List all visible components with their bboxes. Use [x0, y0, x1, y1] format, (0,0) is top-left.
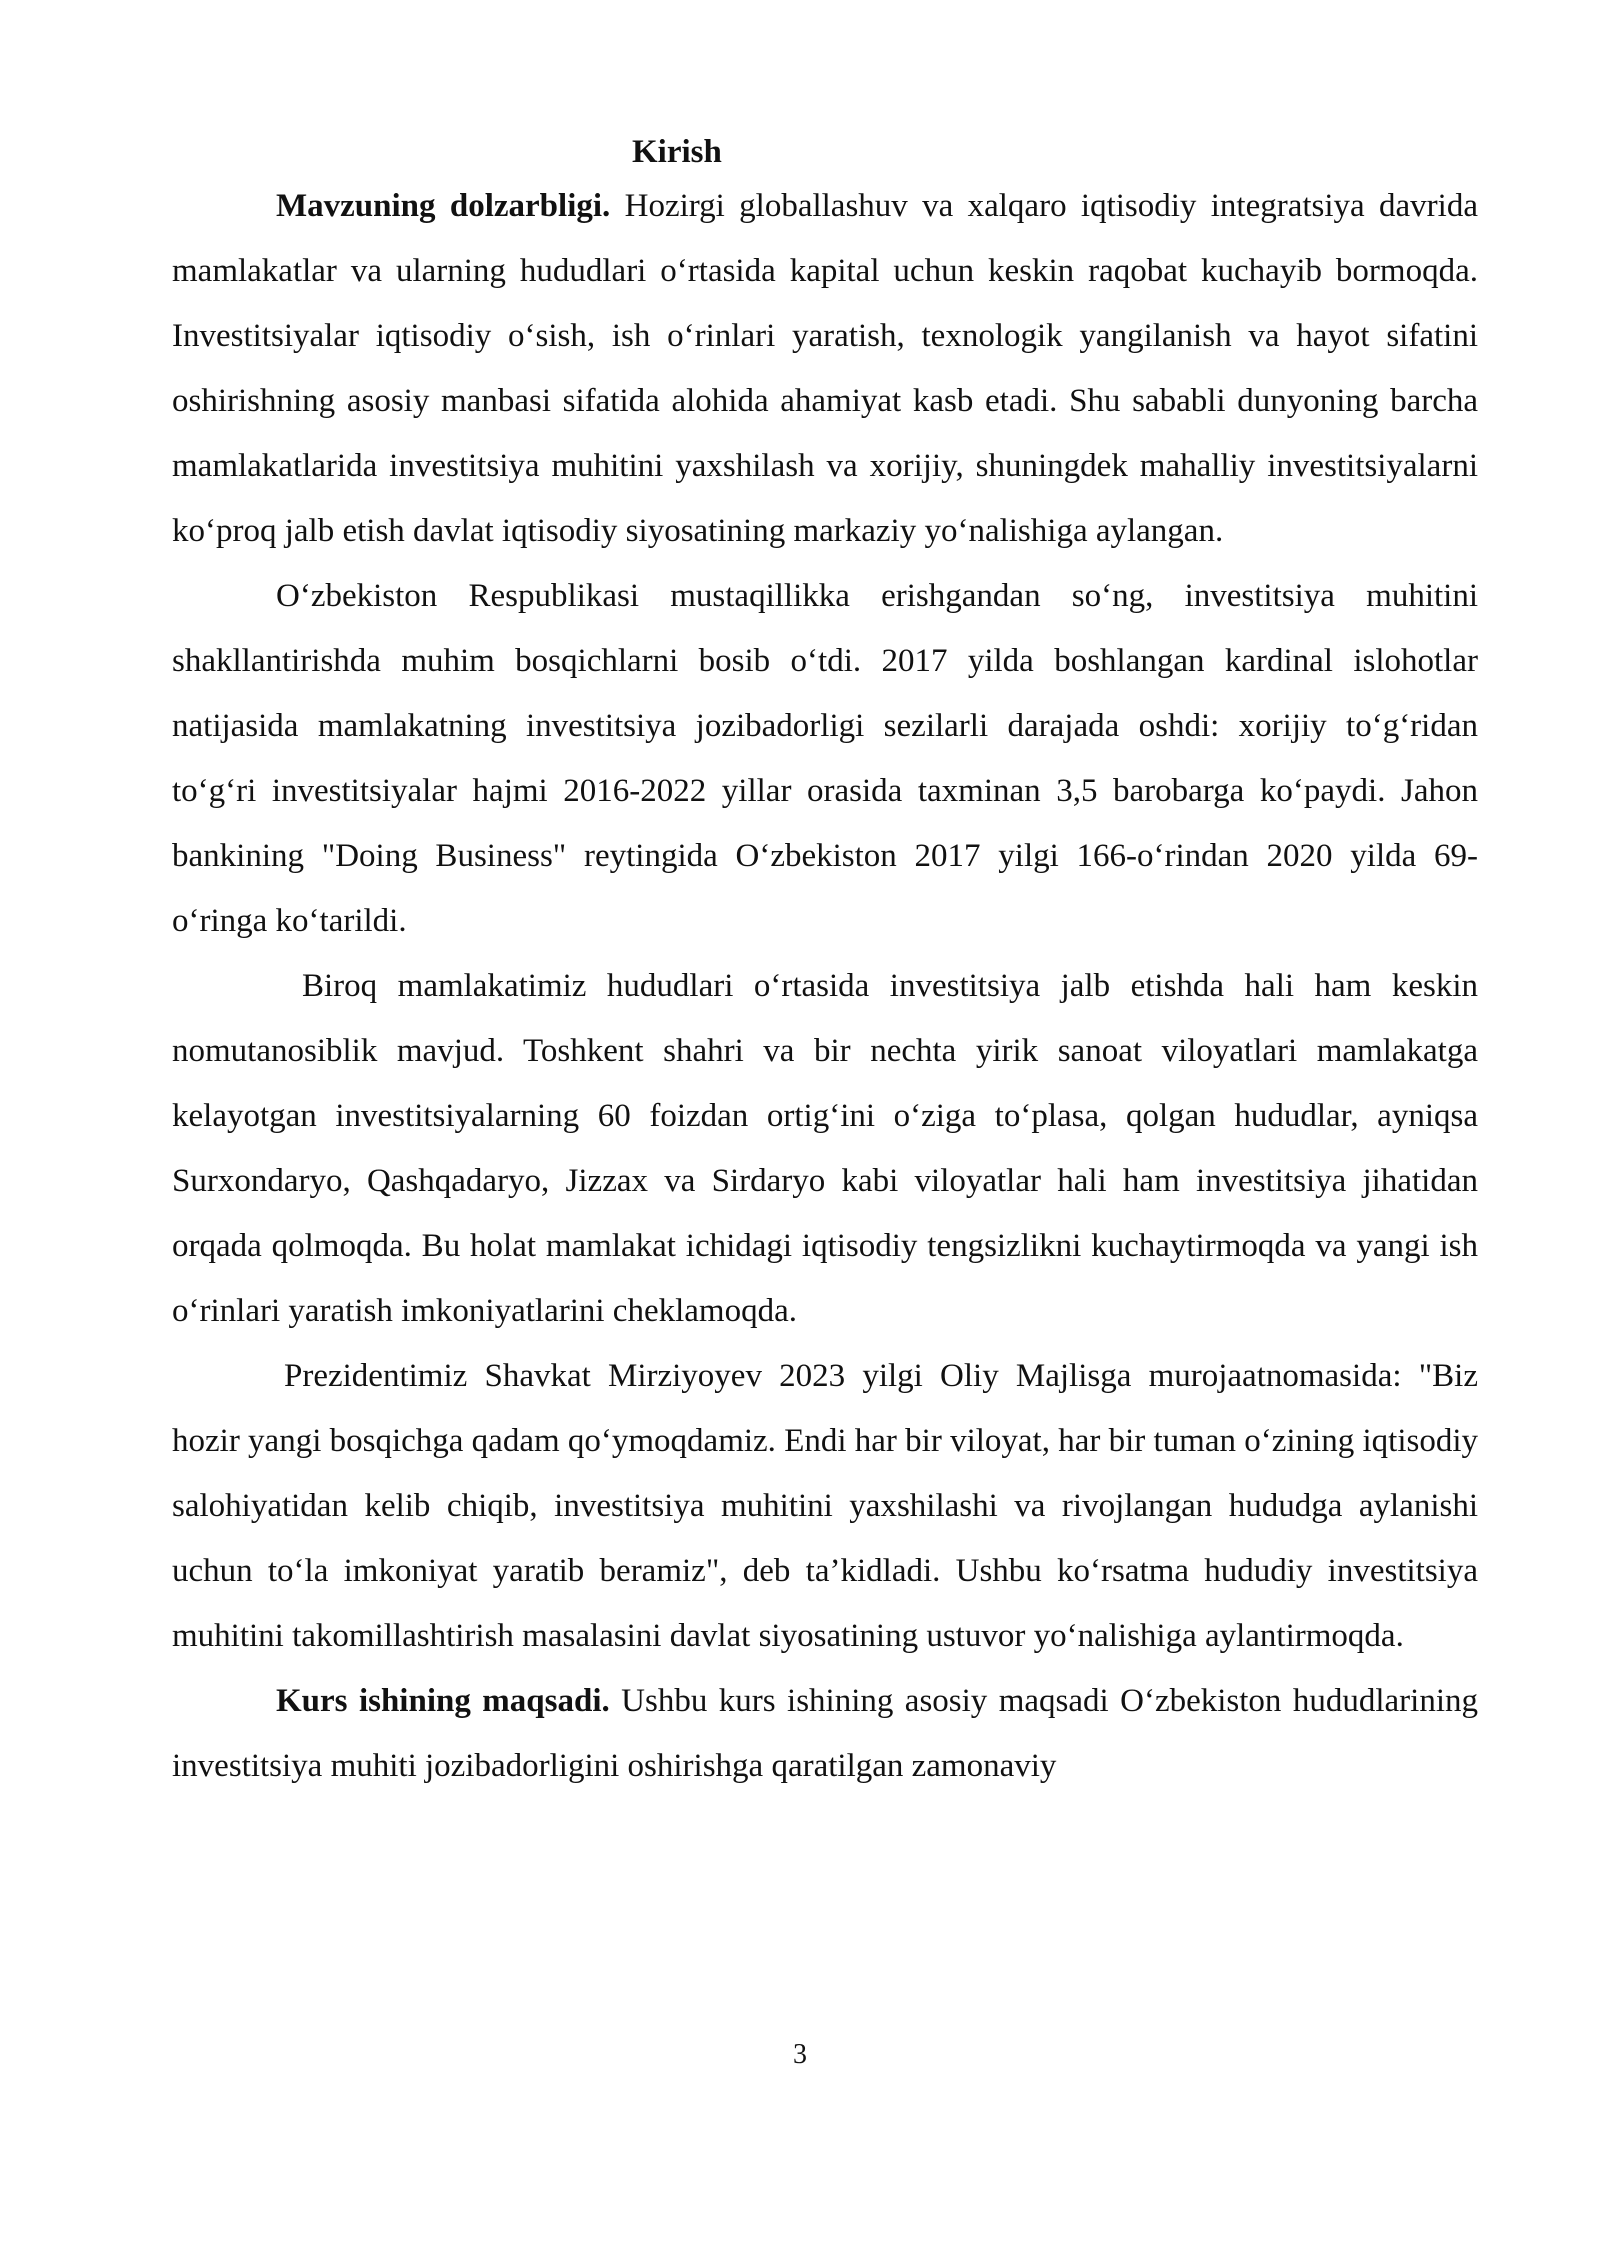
- paragraph-text: Prezidentimiz Shavkat Mirziyoyev 2023 yilgi Oliy Majlisga murojaatnomasida: "Biz hozir yangi bosqichga qadam qo‘ymoqdamiz. Endi har bir viloyat, har bir tuman o‘zining iqtisodiy salohiyatidan kelib chiqib, investitsiya muhitini yaxshilashi va rivojlangan hududga aylanishi uchun to‘la imkoniyat yaratib beramiz", deb ta’kidladi. Ushbu ko‘rsatma hududiy investitsiya muhitini takomillashtirish masalasini davlat siyosatining ustuvor yo‘nalishiga aylantirmoqda.: [172, 1358, 1478, 1654]
- paragraph-text: Ushbu kurs ishining asosiy maqsadi O‘zbekiston hududlarining investitsiya muhiti jozibadorligini oshirishga qaratilgan zamonaviy: [172, 1683, 1478, 1784]
- paragraph-text: Biroq mamlakatimiz hududlari o‘rtasida investitsiya jalb etishda hali ham keskin nomutanosiblik mavjud. Toshkent shahri va bir nechta yirik sanoat viloyatlari mamlakatga kelayotgan investitsiyalarning 60 foizdan ortig‘ini o‘ziga to‘plasa, qolgan hududlar, ayniqsa Surxondaryo, Qashqadaryo, Jizzax va Sirdaryo kabi viloyatlar hali ham investitsiya jihatidan orqada qolmoqda. Bu holat mamlakat ichidagi iqtisodiy tengsizlikni kuchaytirmoqda va yangi ish o‘rinlari yaratish imkoniyatlarini cheklamoqda.: [172, 968, 1478, 1329]
- paragraph-lead: Kurs ishining maqsadi.: [276, 1683, 610, 1719]
- section-title: Kirish: [632, 134, 722, 170]
- paragraph-course-goal: [172, 1669, 1478, 1799]
- paragraph-lead: Mavzuning dolzarbligi.: [276, 188, 611, 224]
- paragraph-text: O‘zbekiston Respublikasi mustaqillikka erishgandan so‘ng, investitsiya muhitini shakllantirishda muhim bosqichlarni bosib o‘tdi. 2017 yilda boshlangan kardinal islohotlar natijasida mamlakatning investitsiya jozibadorligi sezilarli darajada oshdi: xorijiy to‘g‘ridan to‘g‘ri investitsiyalar hajmi 2016-2022 yillar orasida taxminan 3,5 barobarga ko‘paydi. Jahon bankining "Doing Business" reytingida O‘zbekiston 2017 yilgi 166-o‘rindan 2020 yilda 69-o‘ringa ko‘tarildi.: [172, 578, 1478, 939]
- page-number: 3: [793, 2039, 807, 2070]
- paragraph-president-quote: [172, 1344, 1478, 1669]
- paragraph-text: Hozirgi globallashuv va xalqaro iqtisodiy integratsiya davrida mamlakatlar va ularning hududlari o‘rtasida kapital uchun keskin raqobat kuchayib bormoqda. Investitsiyalar iqtisodiy o‘sish, ish o‘rinlari yaratish, texnologik yangilanish va hayot sifatini oshirishning asosiy manbasi sifatida alohida ahamiyat kasb etadi. Shu sababli dunyoning barcha mamlakatlarida investitsiya muhitini yaxshilash va xorijiy, shuningdek mahalliy investitsiyalarni ko‘proq jalb etish davlat iqtisodiy siyosatining markaziy yo‘nalishiga aylangan.: [172, 188, 1478, 549]
- paragraph-regional-imbalance: [172, 954, 1478, 1344]
- page-content: [172, 130, 1478, 1799]
- paragraph-relevance: [172, 174, 1478, 564]
- paragraph-uzbekistan-reforms: [172, 564, 1478, 954]
